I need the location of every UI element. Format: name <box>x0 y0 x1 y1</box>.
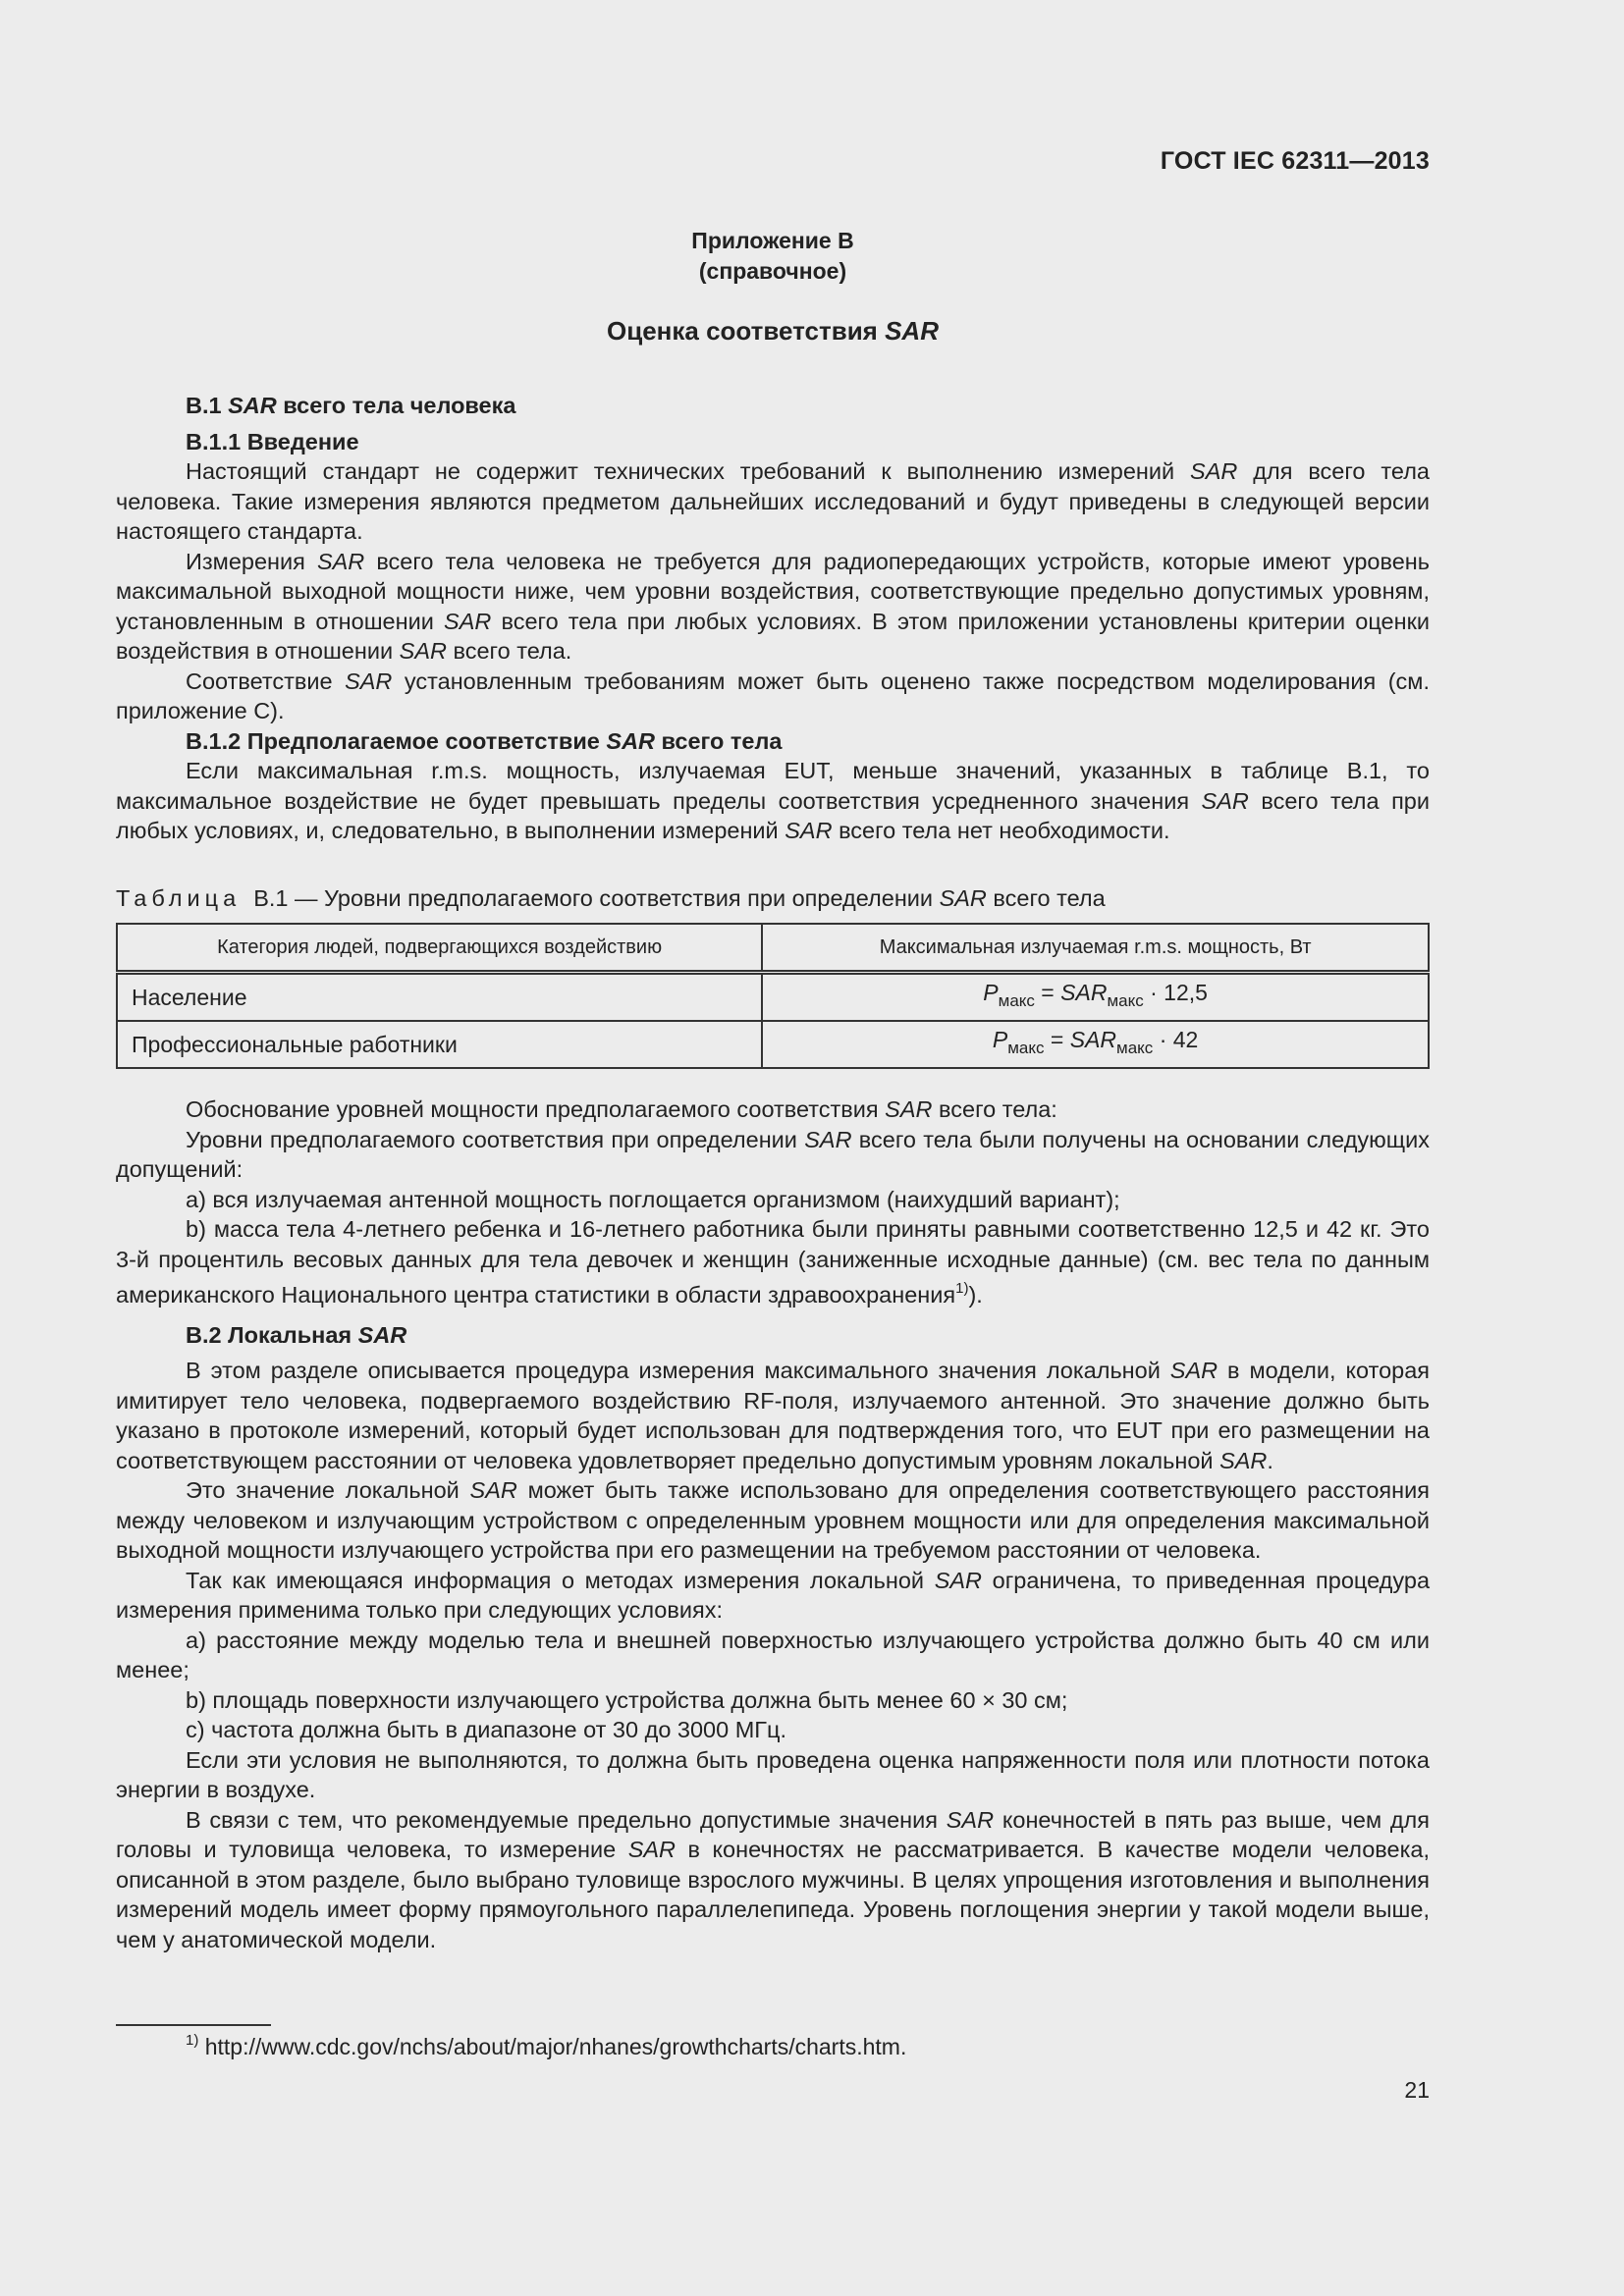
table-header-category: Категория людей, подвергающихся воздействию <box>117 924 762 973</box>
page-number: 21 <box>1404 2077 1430 2103</box>
annex-name: Приложение В <box>691 228 854 253</box>
heading-b1: В.1 SAR всего тела человека <box>186 393 516 418</box>
table-row <box>117 1021 1429 1068</box>
paragraph: В связи с тем, что рекомендуемые предельно допустимые значения SAR конечностей в пять раз выше, чем для головы и туловища человека, то измерение SAR в конечностях не рассматривается. В качестве модели человека, описанной в этом разделе, было выбрано туловище взрослого мужчины. В целях упрощения изготовления и выполнения измерений модель имеет форму прямоугольного параллелепипеда. Уровень поглощения энергии у такой модели выше, чем у анатомической модели. <box>116 1806 1430 1952</box>
table-cell-formula: $P_{макс} = SAR_{макс} \cdot 42$ <box>762 1021 1429 1068</box>
footnote-separator <box>116 2024 271 2026</box>
table-header-power: Максимальная излучаемая r.m.s. мощность, Вт <box>762 924 1429 973</box>
footnote-ref: 1) <box>955 1280 969 1297</box>
paragraph: В этом разделе описывается процедура измерения максимального значения локальной SAR в модели, которая имитирует тело человека, подвергаемого воздействию RF-поля, излучаемого антенной. Это значение должно быть указано в протоколе измерений, который будет использован для подтверждения того, что EUT при его размещении на соответствующем расстоянии от человека удовлетворяет предельно допустимым уровням локальной SAR. <box>116 1358 1430 1473</box>
paragraph: Соответствие SAR установленным требованиям может быть оценено также посредством моделирования (см. приложение С). <box>116 667 1430 723</box>
paragraph: Уровни предполагаемого соответствия при определении SAR всего тела были получены на основании следующих допущений: <box>116 1126 1430 1182</box>
heading-b11: В.1.1 Введение <box>186 428 359 454</box>
body-text <box>116 391 1430 1954</box>
list-item: b) масса тела 4-летнего ребенка и 16-летнего работника были приняты равными соответственно 12,5 и 42 кг. Это 3-й процентиль весовых данных для тела девочек и женщин (заниженные исходные данные) (см. вес тела по данным американского Национального центра статистики в области здравоохранения$^{1)}$). <box>116 1216 1430 1308</box>
paragraph: Обоснование уровней мощности предполагаемого соответствия SAR всего тела: <box>186 1096 1057 1122</box>
paragraph: Настоящий стандарт не содержит технических требований к выполнению измерений SAR для всего тела человека. Такие измерения являются предметом дальнейших исследований и будут приведены в следующей версии настоящего стандарта. <box>116 458 1430 544</box>
table-cell-formula: $P_{макс} = SAR_{макс} \cdot 12,5$ <box>762 973 1429 1022</box>
table-row <box>117 973 1429 1022</box>
annex-kind: (справочное) <box>698 258 847 284</box>
paragraph: Измерения SAR всего тела человека не требуется для радиопередающих устройств, которые имеют уровень максимальной выходной мощности ниже, чем уровни воздействия, соответствующие предельно допустимых уровням, установленным в отношении SAR всего тела при любых условиях. В этом приложении установлены критерии оценки воздействия в отношении SAR всего тела. <box>116 548 1431 664</box>
heading-b12: В.1.2 Предполагаемое соответствие SAR всего тела <box>186 727 783 754</box>
table-cell-category: Население <box>117 973 762 1022</box>
paragraph: Если максимальная r.m.s. мощность, излучаемая EUT, меньше значений, указанных в таблице В.1, то максимальное воздействие не будет превышать пределы соответствия усредненного значения SAR всего тела при любых условиях, и, следовательно, в выполнении измерений SAR всего тела нет необходимости. <box>116 758 1430 843</box>
table-b1 <box>116 923 1430 1069</box>
footnote-url: http://www.cdc.gov/nchs/about/major/nhanes/growthcharts/charts.htm. <box>204 2034 907 2059</box>
section-title: Оценка соответствия SAR <box>607 316 939 346</box>
list-item: a) расстояние между моделью тела и внешней поверхностью излучающего устройства должно быть 40 см или менее; <box>116 1627 1430 1682</box>
annex-title <box>116 226 1430 287</box>
paragraph: Если эти условия не выполняются, то должна быть проведена оценка напряженности поля или плотности потока энергии в воздухе. <box>116 1746 1430 1802</box>
paragraph: Это значение локальной SAR может быть также использовано для определения соответствующего расстояния между человеком и излучающим устройством с определенным уровнем мощности или для определения максимальной выходной мощности излучающего устройства при его размещении на требуемом расстоянии от человека. <box>116 1477 1430 1563</box>
heading-b2: В.2 Локальная SAR <box>186 1321 407 1348</box>
paragraph: Так как имеющаяся информация о методах измерения локальной SAR ограничена, то приведенная процедура измерения применима только при следующих условиях: <box>116 1567 1431 1623</box>
footnote <box>186 2032 906 2060</box>
list-item: a) вся излучаемая антенной мощность поглощается организмом (наихудший вариант); <box>186 1186 1120 1212</box>
footnote-mark: 1) <box>186 2032 199 2049</box>
table-caption: Таблица В.1 — Уровни предполагаемого соответствия при определении SAR всего тела <box>116 884 1106 911</box>
table-cell-category: Профессиональные работники <box>117 1021 762 1068</box>
list-item: c) частота должна быть в диапазоне от 30 до 3000 МГц. <box>186 1717 787 1742</box>
list-item: b) площадь поверхности излучающего устройства должна быть менее 60 × 30 см; <box>186 1686 1068 1713</box>
standard-id: ГОСТ IEC 62311—2013 <box>1160 147 1430 175</box>
